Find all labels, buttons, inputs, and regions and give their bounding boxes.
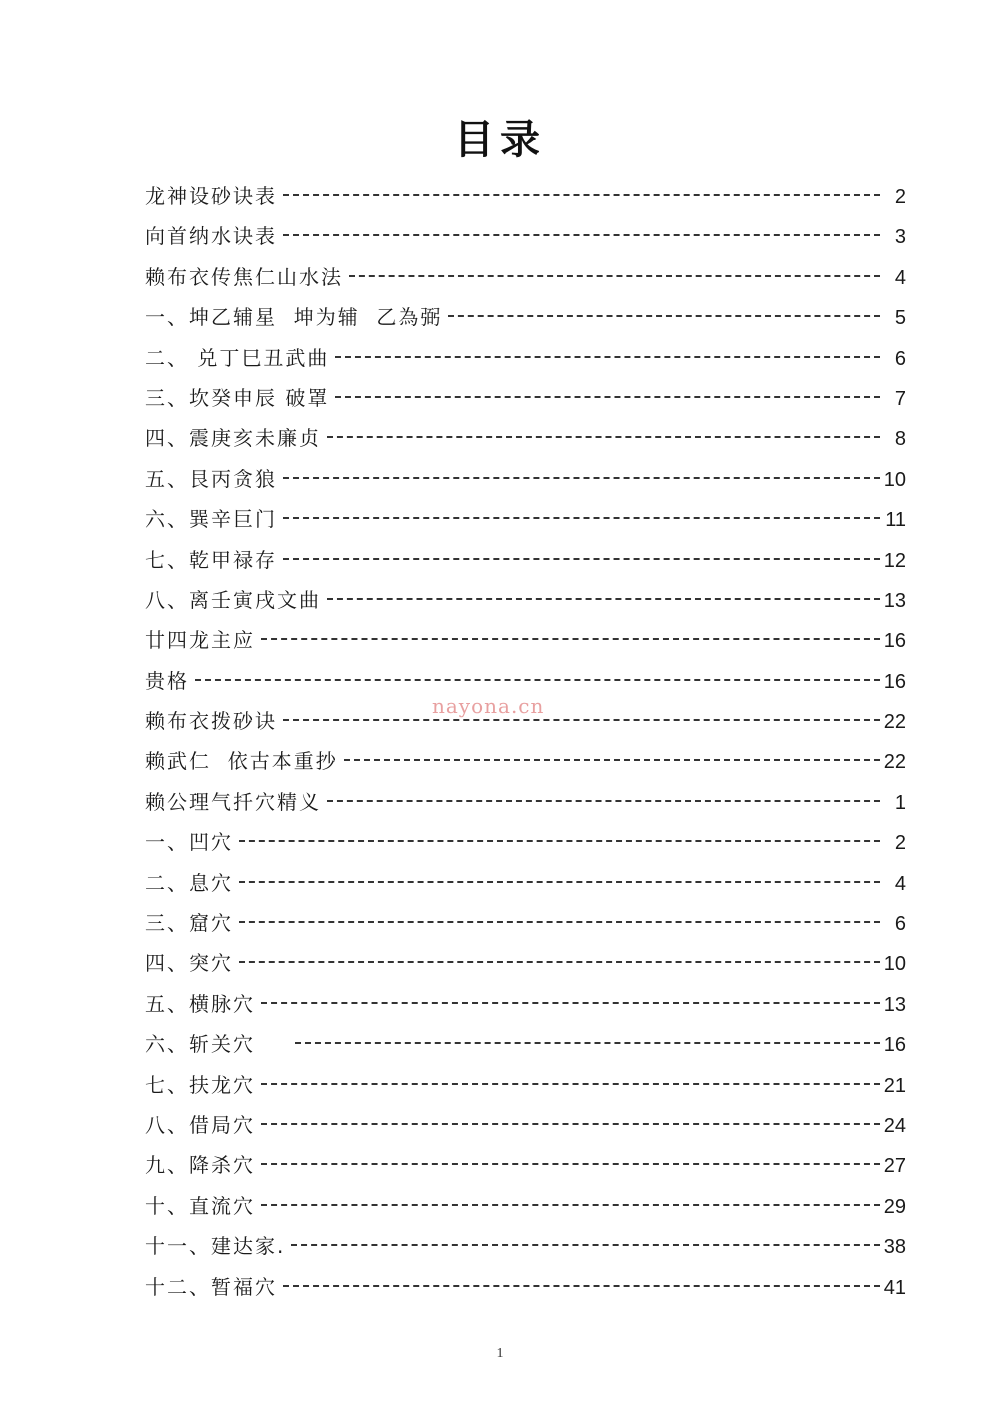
toc-entry-label: 二、息穴: [145, 870, 233, 895]
toc-entry-page: 38: [883, 1236, 906, 1259]
toc-entry[interactable]: [145, 1267, 906, 1307]
toc-entry-label: 五、艮丙贪狼: [145, 466, 277, 491]
toc-entry[interactable]: [145, 782, 906, 822]
toc-entry-page: 10: [883, 468, 906, 491]
toc-entry[interactable]: [145, 1226, 906, 1266]
toc-entry[interactable]: [145, 1024, 906, 1064]
toc-entry-page: 41: [883, 1276, 906, 1299]
toc-leader: [261, 1083, 880, 1085]
toc-entry-label: 六、斩关穴: [145, 1032, 255, 1057]
page-title: 目录: [454, 117, 546, 163]
toc-leader: [327, 800, 880, 802]
toc-leader: [291, 1244, 879, 1246]
toc-entry-page: 4: [894, 872, 906, 895]
toc-entry[interactable]: [145, 1105, 906, 1145]
toc-entry-page: 13: [883, 589, 906, 612]
toc-leader: [195, 679, 880, 681]
toc-entry[interactable]: [145, 216, 906, 256]
toc-entry-page: 1: [894, 791, 906, 814]
toc-entry[interactable]: [145, 741, 906, 781]
toc-entry-label: 五、横脉穴: [145, 991, 255, 1016]
toc-entry-page: 8: [894, 428, 906, 451]
table-of-contents: [145, 176, 906, 1307]
toc-entry-label: 贵格: [145, 668, 189, 693]
toc-leader: [448, 315, 880, 317]
toc-entry-page: 27: [883, 1155, 906, 1178]
toc-entry-label: 赖公理气扦穴精义: [145, 789, 321, 814]
toc-leader: [327, 436, 880, 438]
toc-leader: [261, 1123, 880, 1125]
toc-entry-label: 八、借局穴: [145, 1112, 255, 1137]
toc-entry-label: 六、巽辛巨门: [145, 507, 277, 532]
toc-leader: [283, 194, 880, 196]
toc-entry-label: 十二、暂福穴: [145, 1274, 277, 1299]
toc-leader: [335, 396, 880, 398]
toc-entry[interactable]: [145, 257, 906, 297]
toc-entry[interactable]: [145, 903, 906, 943]
toc-leader: [349, 275, 880, 277]
watermark: nayona.cn: [432, 694, 545, 718]
toc-entry[interactable]: [145, 176, 906, 216]
toc-leader: [283, 234, 880, 236]
toc-entry-page: 2: [894, 832, 906, 855]
toc-entry-label: 十一、建达家.: [145, 1234, 286, 1259]
page-number: 1: [496, 1346, 504, 1361]
toc-entry-page: 24: [883, 1114, 906, 1137]
toc-leader: [239, 961, 880, 963]
toc-leader: [283, 477, 880, 479]
toc-entry[interactable]: [145, 378, 906, 418]
toc-entry-page: 16: [883, 1034, 906, 1057]
toc-entry-label: 一、坤乙辅星 坤为辅 乙為弼: [145, 305, 443, 330]
toc-entry-label: 四、突穴: [145, 951, 233, 976]
toc-entry[interactable]: [145, 822, 906, 862]
toc-leader: [283, 719, 880, 721]
toc-entry[interactable]: [145, 580, 906, 620]
toc-entry[interactable]: [145, 338, 906, 378]
toc-entry[interactable]: [145, 1145, 906, 1185]
toc-entry-label: 赖布衣传焦仁山水法: [145, 264, 343, 289]
toc-entry[interactable]: [145, 1186, 906, 1226]
toc-entry-label: 赖布衣拨砂诀: [145, 709, 277, 734]
toc-leader: [261, 1163, 880, 1165]
toc-entry-label: 二、 兑丁巳丑武曲: [145, 345, 330, 370]
toc-leader: [327, 598, 880, 600]
toc-leader: [335, 356, 880, 358]
toc-entry[interactable]: [145, 297, 906, 337]
toc-entry[interactable]: [145, 459, 906, 499]
toc-leader: [283, 517, 880, 519]
toc-entry[interactable]: [145, 1065, 906, 1105]
toc-entry-page: 6: [894, 347, 906, 370]
toc-leader: [239, 840, 880, 842]
toc-entry-label: 龙神设砂诀表: [145, 184, 277, 208]
toc-entry[interactable]: [145, 943, 906, 983]
toc-leader: [239, 881, 880, 883]
toc-entry-label: 三、坎癸申辰 破罩: [145, 385, 330, 410]
toc-entry-label: 十、直流穴: [145, 1193, 255, 1218]
toc-entry-label: 廿四龙主应: [145, 628, 255, 653]
toc-entry-page: 3: [894, 226, 906, 249]
toc-entry[interactable]: [145, 863, 906, 903]
toc-entry-page: 22: [883, 711, 906, 734]
toc-leader: [295, 1042, 880, 1044]
toc-entry-page: 12: [883, 549, 906, 572]
toc-entry[interactable]: [145, 499, 906, 539]
toc-entry-page: 29: [883, 1195, 906, 1218]
toc-leader: [261, 1002, 880, 1004]
toc-entry-label: 三、窟穴: [145, 911, 233, 936]
toc-entry-page: 22: [883, 751, 906, 774]
toc-entry[interactable]: [145, 418, 906, 458]
toc-entry-page: 2: [894, 186, 906, 208]
toc-leader: [283, 1285, 880, 1287]
toc-entry-page: 7: [894, 387, 906, 410]
toc-entry[interactable]: [145, 540, 906, 580]
toc-entry-page: 13: [883, 993, 906, 1016]
toc-entry-page: 4: [894, 266, 906, 289]
toc-entry-label: 赖武仁 依古本重抄: [145, 749, 338, 774]
toc-entry-label: 九、降杀穴: [145, 1153, 255, 1178]
toc-entry-page: 6: [894, 913, 906, 936]
toc-entry[interactable]: [145, 984, 906, 1024]
toc-entry-label: 八、离壬寅戌文曲: [145, 587, 321, 612]
toc-entry-page: 16: [883, 670, 906, 693]
toc-entry-page: 16: [883, 630, 906, 653]
toc-entry-page: 11: [885, 509, 906, 532]
toc-leader: [283, 558, 880, 560]
toc-entry-label: 向首纳水诀表: [145, 224, 277, 249]
toc-leader: [261, 638, 880, 640]
toc-entry-page: 10: [883, 953, 906, 976]
toc-leader: [344, 759, 880, 761]
toc-leader: [239, 921, 880, 923]
toc-leader: [261, 1204, 880, 1206]
toc-entry-page: 21: [883, 1074, 906, 1097]
toc-entry-label: 七、扶龙穴: [145, 1072, 255, 1097]
toc-entry-label: 四、震庚亥未廉贞: [145, 426, 321, 451]
toc-entry-label: 七、乾甲禄存: [145, 547, 277, 572]
toc-entry-label: 一、凹穴: [145, 830, 233, 855]
toc-entry-page: 5: [894, 307, 906, 330]
toc-entry[interactable]: [145, 620, 906, 660]
